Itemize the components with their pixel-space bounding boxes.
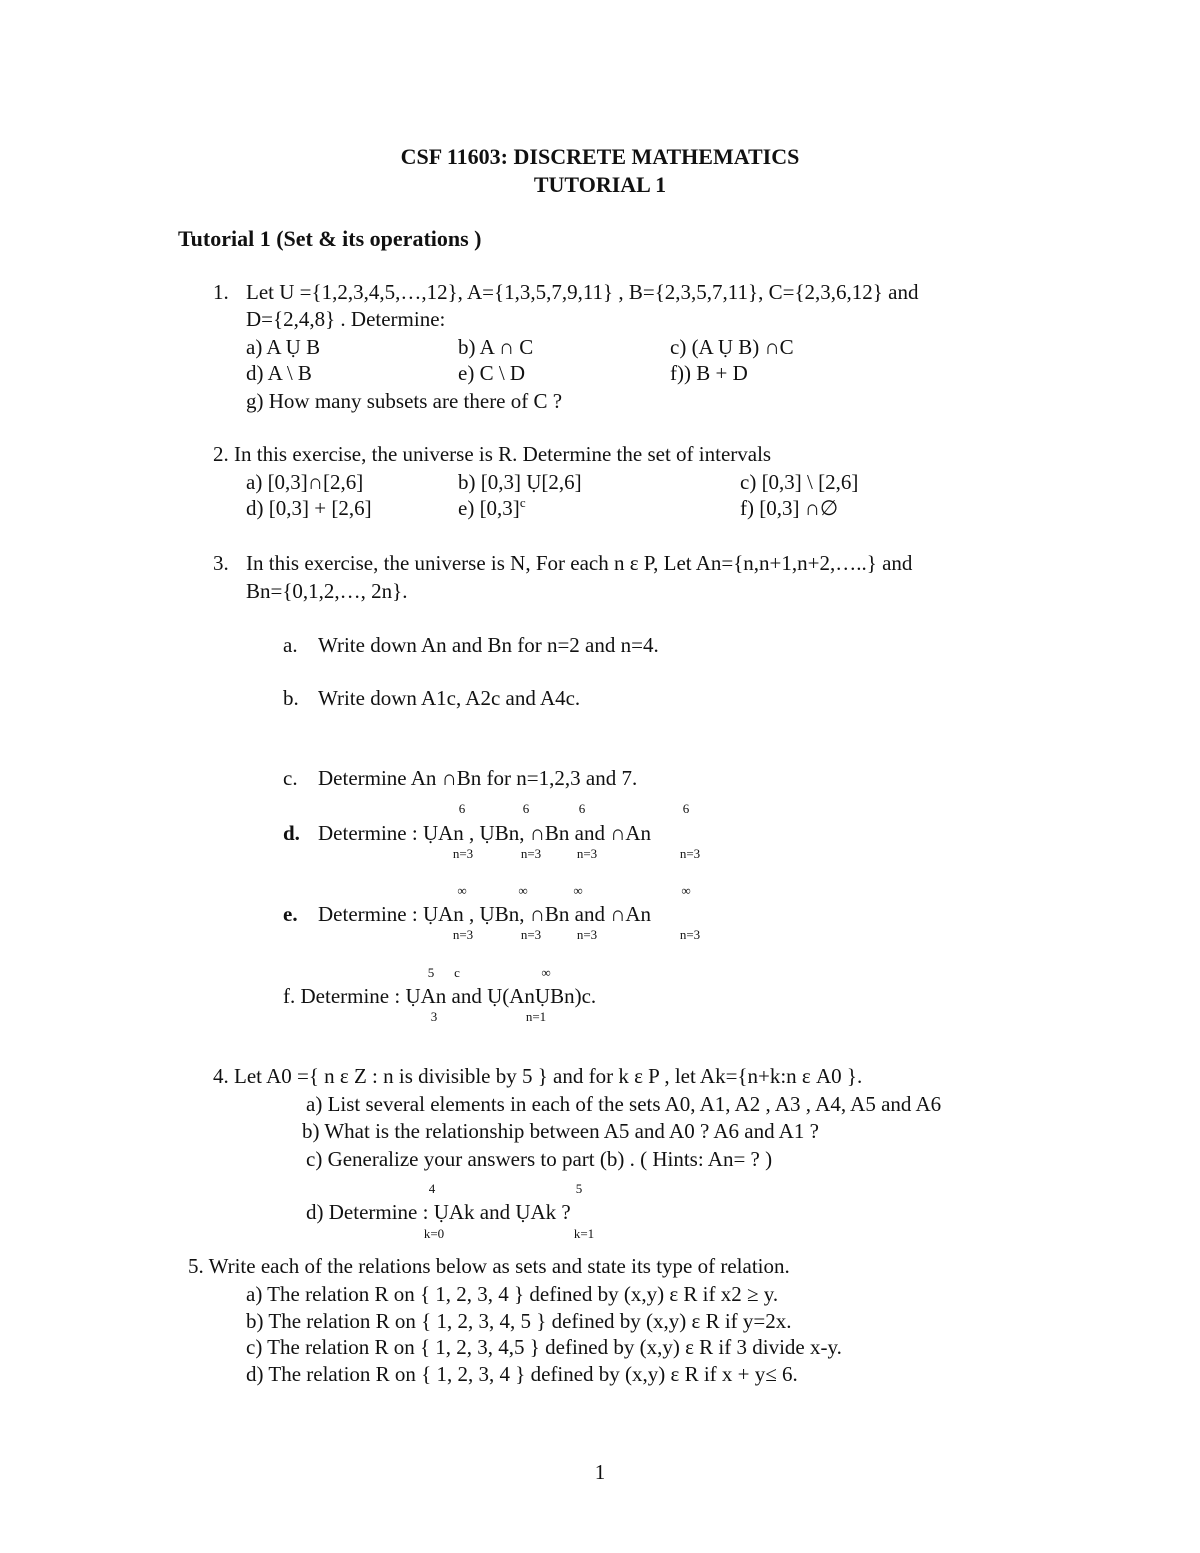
q3-f-upper-limit: ∞ — [541, 965, 551, 980]
course-title: CSF 11603: DISCRETE MATHEMATICS — [400, 144, 800, 169]
q3-e-lower-limit: n=3 — [452, 927, 474, 942]
q2-a: a) [0,3]∩[2,6] — [246, 470, 364, 494]
q1-g: g) How many subsets are there of C ? — [246, 389, 563, 413]
q4-d-lower-limit: k=0 — [423, 1226, 445, 1241]
q1-e: e) C \ D — [458, 361, 526, 385]
q4-c: c) Generalize your answers to part (b) . ( Hints: An= ? ) — [306, 1147, 773, 1171]
q3-d: Determine : ỤAn , ỤBn, ∩Bn and ∩An — [318, 821, 652, 845]
q3-e-upper-limit: ∞ — [573, 883, 583, 898]
q3-b-label: b. — [283, 686, 299, 710]
q3-c: Determine An ∩Bn for n=1,2,3 and 7. — [318, 766, 638, 790]
q3-d-lower-limit: n=3 — [576, 846, 598, 861]
q1-f: f)) B + D — [670, 361, 748, 385]
q3-line1: In this exercise, the universe is N, For each n ε P, Let An={n,n+1,n+2,…..} and — [246, 551, 913, 575]
q4-b: b) What is the relationship between A5 and A0 ? A6 and A1 ? — [302, 1119, 819, 1143]
q2-e: e) $[0,3]^c$ — [458, 495, 526, 520]
q2-f: f) [0,3] ∩∅ — [740, 496, 839, 520]
q3-f-lower-limit: 3 — [430, 1009, 438, 1024]
q3-d-upper-limit: 6 — [522, 801, 530, 816]
q3-d-upper-limit: 6 — [682, 801, 690, 816]
q1-d: d) A \ B — [246, 361, 312, 385]
q3-d-lower-limit: n=3 — [452, 846, 474, 861]
q1-number: 1. — [213, 280, 229, 304]
q3-number: 3. — [213, 551, 229, 575]
q4-d-upper-limit: 4 — [428, 1181, 436, 1196]
q3-f-upper-limit: 5 — [427, 965, 435, 980]
q3-a: Write down An and Bn for n=2 and n=4. — [318, 633, 659, 657]
q3-d-label: d. — [283, 821, 300, 845]
q2-line: 2. In this exercise, the universe is R. Determine the set of intervals — [213, 442, 772, 466]
q3-e: Determine : ỤAn , ỤBn, ∩Bn and ∩An — [318, 902, 652, 926]
q4-line: 4. Let A0 ={ n ε Z : n is divisible by 5 } and for k ε P , let Ak={n+k:n ε A0 }. — [213, 1064, 863, 1088]
q3-f: f. Determine : ỤAn and Ụ(AnỤBn)c. — [283, 984, 597, 1008]
q3-e-lower-limit: n=3 — [576, 927, 598, 942]
q3-d-upper-limit: 6 — [578, 801, 586, 816]
q3-f-lower-limit: n=1 — [525, 1009, 547, 1024]
q5-c: c) The relation R on { 1, 2, 3, 4,5 } defined by (x,y) ε R if 3 divide x-y. — [246, 1335, 842, 1359]
q1-c: c) (A Ụ B) ∩C — [670, 335, 794, 359]
q1-line2: D={2,4,8} . Determine: — [246, 307, 446, 331]
q1-a: a) A Ụ B — [246, 335, 321, 359]
q5-line: 5. Write each of the relations below as sets and state its type of relation. — [188, 1254, 790, 1278]
q5-b: b) The relation R on { 1, 2, 3, 4, 5 } defined by (x,y) ε R if y=2x. — [246, 1309, 792, 1333]
section-title: Tutorial 1 (Set & its operations ) — [178, 226, 482, 251]
q3-f-complement: c — [454, 965, 460, 980]
q3-a-label: a. — [283, 633, 298, 657]
q5-a: a) The relation R on { 1, 2, 3, 4 } defined by (x,y) ε R if x2 ≥ y. — [246, 1282, 779, 1306]
q4-d-upper-limit: 5 — [575, 1181, 583, 1196]
q3-c-label: c. — [283, 766, 298, 790]
q4-a: a) List several elements in each of the sets A0, A1, A2 , A3 , A4, A5 and A6 — [306, 1092, 942, 1116]
q3-e-lower-limit: n=3 — [679, 927, 701, 942]
q3-e-upper-limit: ∞ — [457, 883, 467, 898]
q4-d: d) Determine : ỤAk and ỤAk ? — [306, 1200, 571, 1224]
q2-b: b) [0,3] Ụ[2,6] — [458, 470, 582, 494]
q3-e-upper-limit: ∞ — [681, 883, 691, 898]
q2-c: c) [0,3] \ [2,6] — [740, 470, 859, 494]
q4-d-lower-limit: k=1 — [573, 1226, 595, 1241]
q5-d: d) The relation R on { 1, 2, 3, 4 } defined by (x,y) ε R if x + y≤ 6. — [246, 1362, 798, 1386]
q1-line1: Let U ={1,2,3,4,5,…,12}, A={1,3,5,7,9,11} , B={2,3,5,7,11}, C={2,3,6,12} and — [246, 280, 919, 304]
q1-b: b) A ∩ C — [458, 335, 534, 359]
page-number: 1 — [594, 1460, 606, 1484]
q2-d: d) [0,3] + [2,6] — [246, 496, 372, 520]
tutorial-title: TUTORIAL 1 — [533, 172, 667, 197]
q3-e-label: e. — [283, 902, 298, 926]
q3-e-upper-limit: ∞ — [518, 883, 528, 898]
q3-line2: Bn={0,1,2,…, 2n}. — [246, 579, 408, 603]
q3-d-upper-limit: 6 — [458, 801, 466, 816]
q3-e-lower-limit: n=3 — [520, 927, 542, 942]
q3-d-lower-limit: n=3 — [520, 846, 542, 861]
q3-b: Write down A1c, A2c and A4c. — [318, 686, 581, 710]
q3-d-lower-limit: n=3 — [679, 846, 701, 861]
